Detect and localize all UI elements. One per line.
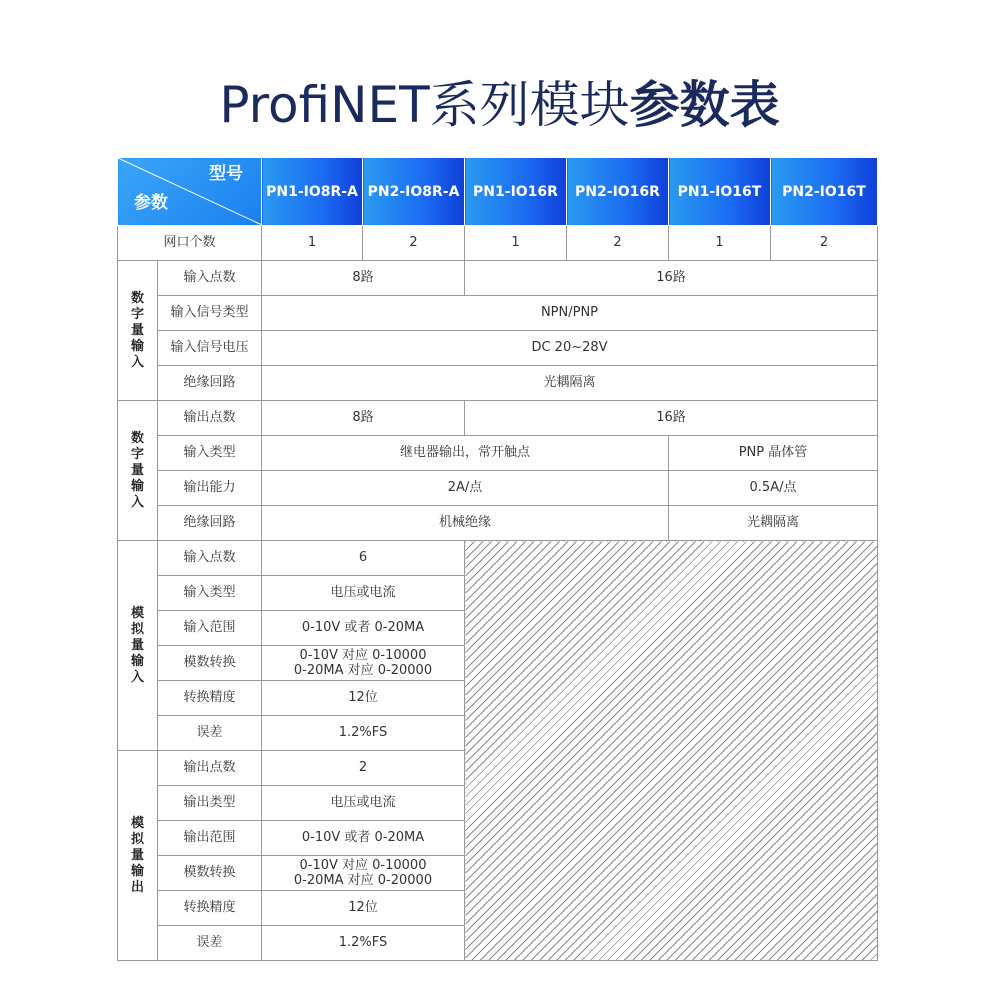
header-row xyxy=(118,158,878,226)
cell-value: DC 20~28V xyxy=(262,331,878,366)
group-char: 模 xyxy=(130,605,144,621)
row-label: 输出类型 xyxy=(158,786,262,821)
group-char: 入 xyxy=(130,354,144,370)
model-header: PN1-IO8R-A xyxy=(262,158,363,226)
cell-value: 8路 xyxy=(262,401,465,436)
group-char: 数 xyxy=(130,430,144,446)
group-char: 量 xyxy=(130,847,144,863)
group-char: 输 xyxy=(130,478,144,494)
group-char: 拟 xyxy=(130,621,144,637)
row-label: 输入点数 xyxy=(158,541,262,576)
page-title xyxy=(0,70,999,140)
group-char: 模 xyxy=(130,815,144,831)
model-header: PN1-IO16T xyxy=(669,158,771,226)
cell-value: 1.2%FS xyxy=(262,926,465,961)
cell-value: 2A/点 xyxy=(262,471,669,506)
cell-value: 1.2%FS xyxy=(262,716,465,751)
row-label: 输出范围 xyxy=(158,821,262,856)
cell-value: 12位 xyxy=(262,681,465,716)
group-char: 量 xyxy=(130,462,144,478)
conversion-line: 0-10V 对应 0-10000 xyxy=(299,858,427,873)
table-row xyxy=(118,471,878,506)
cell-value xyxy=(262,646,465,681)
row-label: 转换精度 xyxy=(158,891,262,926)
group-char: 输 xyxy=(130,338,144,354)
cell-value: 6 xyxy=(262,541,465,576)
table-row xyxy=(118,541,878,576)
group-char: 输 xyxy=(130,863,144,879)
row-label: 网口个数 xyxy=(118,226,262,261)
cell-value: 16路 xyxy=(465,261,878,296)
row-label: 输入信号电压 xyxy=(158,331,262,366)
cell-value: 2 xyxy=(262,751,465,786)
cell-value: 机械绝缘 xyxy=(262,506,669,541)
ports-value: 2 xyxy=(567,226,669,261)
group-char: 入 xyxy=(130,494,144,510)
spec-table xyxy=(117,157,878,961)
group-char: 数 xyxy=(130,290,144,306)
row-label: 输出点数 xyxy=(158,751,262,786)
group-label-analog-in xyxy=(118,541,158,751)
group-char: 出 xyxy=(130,879,144,895)
ports-value: 2 xyxy=(363,226,465,261)
row-label: 输入范围 xyxy=(158,611,262,646)
cell-value: 0.5A/点 xyxy=(669,471,878,506)
conversion-line: 0-20MA 对应 0-20000 xyxy=(293,873,433,888)
cell-value: 光耦隔离 xyxy=(262,366,878,401)
corner-param-label: 参数 xyxy=(134,193,168,213)
cell-value: 8路 xyxy=(262,261,465,296)
row-label: 绝缘回路 xyxy=(158,506,262,541)
cell-value: 16路 xyxy=(465,401,878,436)
cell-value: 光耦隔离 xyxy=(669,506,878,541)
group-label-digital-in xyxy=(118,261,158,401)
title-bold-text: 参数表 xyxy=(629,76,780,134)
row-label: 模数转换 xyxy=(158,646,262,681)
cell-value: 0-10V 或者 0-20MA xyxy=(262,611,465,646)
group-label-analog-out xyxy=(118,751,158,961)
header-corner-cell xyxy=(118,158,262,226)
conversion-line: 0-10V 对应 0-10000 xyxy=(299,648,427,663)
model-header: PN2-IO16R xyxy=(567,158,669,226)
row-label: 误差 xyxy=(158,926,262,961)
table-row xyxy=(118,436,878,471)
cell-value: 继电器输出，常开触点 xyxy=(262,436,669,471)
row-label: 输出点数 xyxy=(158,401,262,436)
table-row xyxy=(118,261,878,296)
group-label-digital-out xyxy=(118,401,158,541)
row-label: 输入信号类型 xyxy=(158,296,262,331)
group-char: 量 xyxy=(130,637,144,653)
group-char: 字 xyxy=(130,446,144,462)
group-char: 量 xyxy=(130,322,144,338)
row-label: 转换精度 xyxy=(158,681,262,716)
row-label: 模数转换 xyxy=(158,856,262,891)
table-row xyxy=(118,296,878,331)
row-label: 输出能力 xyxy=(158,471,262,506)
cell-value: PNP 晶体管 xyxy=(669,436,878,471)
title-normal-text: ProfiNET系列模块 xyxy=(219,76,630,134)
model-header: PN2-IO8R-A xyxy=(363,158,465,226)
group-char: 入 xyxy=(130,669,144,685)
cell-value: 12位 xyxy=(262,891,465,926)
cell-value xyxy=(262,856,465,891)
table-row xyxy=(118,401,878,436)
row-label: 输入点数 xyxy=(158,261,262,296)
cell-value: 电压或电流 xyxy=(262,786,465,821)
table-row xyxy=(118,331,878,366)
ports-row xyxy=(118,226,878,261)
ports-value: 1 xyxy=(262,226,363,261)
row-label: 绝缘回路 xyxy=(158,366,262,401)
group-char: 输 xyxy=(130,653,144,669)
table-row xyxy=(118,506,878,541)
corner-model-label: 型号 xyxy=(209,164,243,184)
model-header: PN1-IO16R xyxy=(465,158,567,226)
model-header: PN2-IO16T xyxy=(771,158,878,226)
group-char: 拟 xyxy=(130,831,144,847)
row-label: 误差 xyxy=(158,716,262,751)
group-char: 字 xyxy=(130,306,144,322)
not-applicable-hatched-area xyxy=(465,541,878,961)
table-row xyxy=(118,366,878,401)
cell-value: 0-10V 或者 0-20MA xyxy=(262,821,465,856)
conversion-line: 0-20MA 对应 0-20000 xyxy=(293,663,433,678)
ports-value: 1 xyxy=(465,226,567,261)
cell-value: 电压或电流 xyxy=(262,576,465,611)
ports-value: 2 xyxy=(771,226,878,261)
cell-value: NPN/PNP xyxy=(262,296,878,331)
row-label: 输入类型 xyxy=(158,436,262,471)
ports-value: 1 xyxy=(669,226,771,261)
row-label: 输入类型 xyxy=(158,576,262,611)
